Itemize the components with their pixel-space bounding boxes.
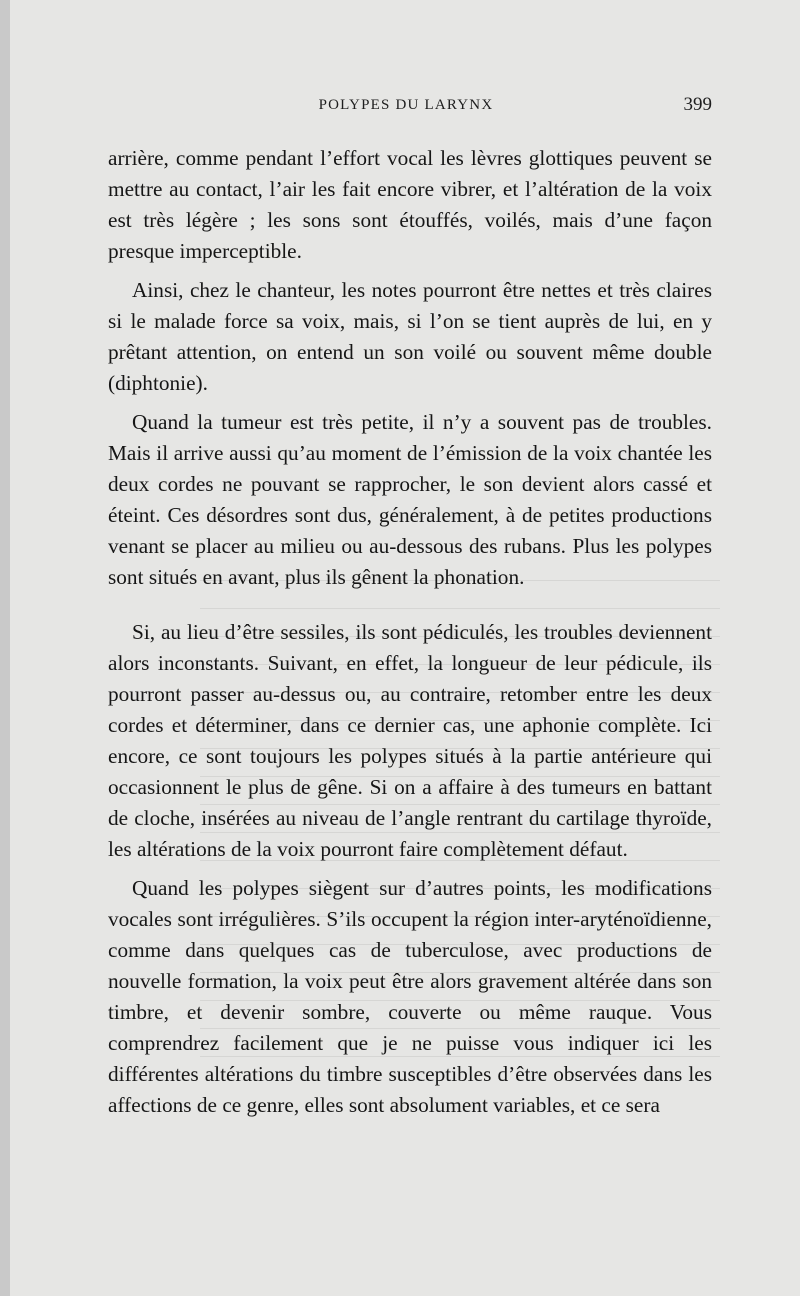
paragraph-5: Quand les polypes siègent sur d’autres points, les modifications vocales sont irrégulières. S’ils occupent la région inter-aryténoïdienne, comme dans quelques cas de tuberculose, avec productions de nouvelle formation, la voix peut être alors gravement altérée dans son timbre, et devenir sombre, couverte ou même rauque. Vous comprendrez facilement que je ne puisse vous indiquer ici les différentes altérations du timbre susceptibles d’être observées dans les affections de ce genre, elles sont absolument variables, et ce sera (108, 876, 712, 1117)
page-number: 399 (683, 94, 712, 115)
paragraph-3: Quand la tumeur est très petite, il n’y a souvent pas de troubles. Mais il arrive aussi qu’au moment de l’émission de la voix chantée les deux cordes ne pouvant se rapprocher, le son devient alors cassé et éteint. Ces désordres sont dus, généralement, à de petites productions venant se placer au milieu ou au-dessous des rubans. Plus les polypes sont situés en avant, plus ils gênent la phonation. (108, 410, 712, 589)
body-text (108, 143, 712, 1121)
running-head (100, 92, 712, 118)
page-edge (0, 0, 10, 1296)
paragraph-1: arrière, comme pendant l’effort vocal les lèvres glottiques peuvent se mettre au contact, l’air les fait encore vibrer, et l’altération de la voix est très légère ; les sons sont étouffés, voilés, mais d’une façon presque imperceptible. (108, 146, 712, 263)
paragraph-4: Si, au lieu d’être sessiles, ils sont pédiculés, les troubles deviennent alors inconstants. Suivant, en effet, la longueur de leur pédicule, ils pourront passer au-dessus ou, au contraire, retomber entre les deux cordes et déterminer, dans ce dernier cas, une aphonie complète. Ici encore, ce sont toujours les polypes situés à la partie antérieure qui occasionnent le plus de gêne. Si on a affaire à des tumeurs en battant de cloche, insérées au niveau de l’angle rentrant du cartilage thyroïde, les altérations de la voix pourront faire complètement défaut. (108, 620, 712, 861)
running-title: POLYPES DU LARYNX (318, 97, 494, 113)
paragraph-2: Ainsi, chez le chanteur, les notes pourront être nettes et très claires si le malade force sa voix, mais, si l’on se tient auprès de lui, en y prêtant attention, on entend un son voilé ou souvent même double (diphtonie). (108, 278, 712, 395)
